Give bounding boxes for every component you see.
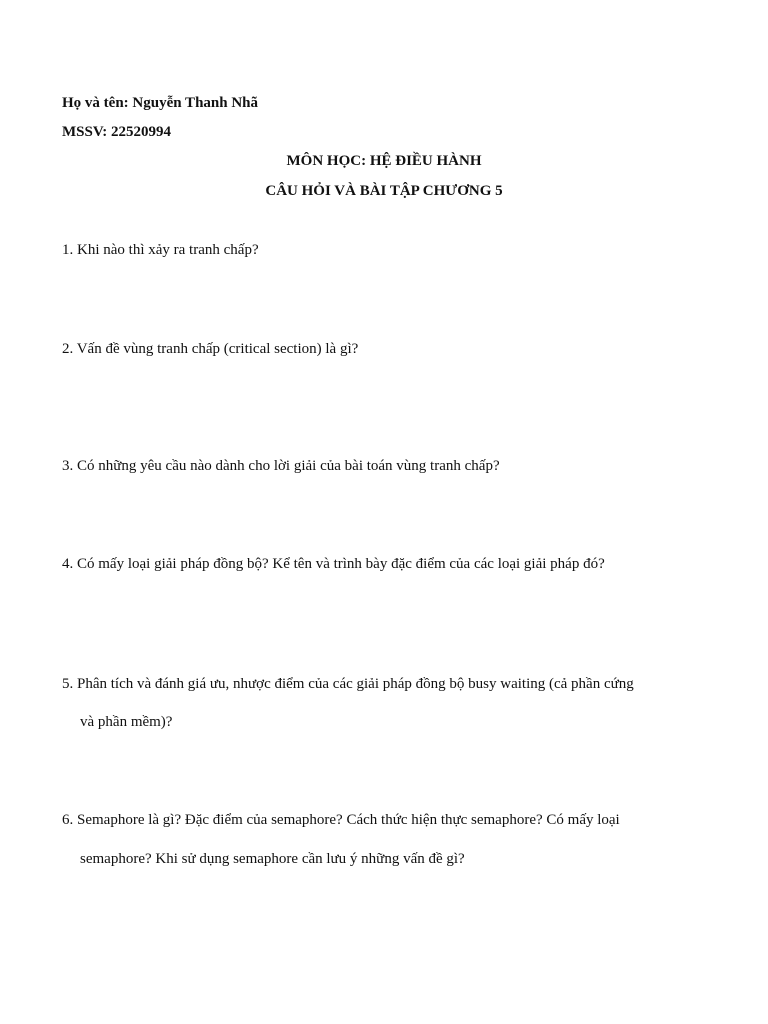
question-3: 3. Có những yêu cầu nào dành cho lời giải của bài toán vùng tranh chấp?	[62, 458, 500, 474]
question-5-line-2: và phần mềm)?	[80, 714, 173, 730]
question-6-line-1: 6. Semaphore là gì? Đặc điểm của semaphore? Cách thức hiện thực semaphore? Có mấy loại	[62, 812, 620, 828]
student-id: MSSV: 22520994	[62, 124, 172, 140]
question-6-line-2: semaphore? Khi sử dụng semaphore cần lưu ý những vấn đề gì?	[80, 851, 465, 867]
question-5-line-1: 5. Phân tích và đánh giá ưu, nhược điểm của các giải pháp đồng bộ busy waiting (cả phần cứng	[62, 676, 634, 692]
question-2: 2. Vấn đề vùng tranh chấp (critical section) là gì?	[62, 341, 359, 357]
question-4: 4. Có mấy loại giải pháp đồng bộ? Kể tên và trình bày đặc điểm của các loại giải pháp đó?	[62, 556, 605, 572]
subject-title: MÔN HỌC: HỆ ĐIỀU HÀNH	[286, 153, 482, 169]
question-1: 1. Khi nào thì xảy ra tranh chấp?	[62, 242, 259, 258]
student-name: Họ và tên: Nguyễn Thanh Nhã	[62, 95, 259, 111]
chapter-title: CÂU HỎI VÀ BÀI TẬP CHƯƠNG 5	[265, 183, 503, 199]
